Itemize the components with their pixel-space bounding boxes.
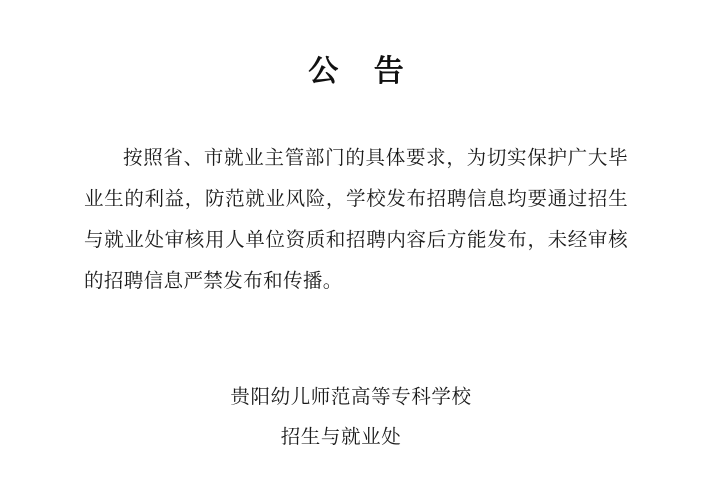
- page-title: 公 告: [308, 55, 418, 88]
- body-paragraph: 按照省、市就业主管部门的具体要求，为切实保护广大毕业生的利益，防范就业风险，学校发布招聘信息均要通过招生与就业处审核用人单位资质和招聘内容后方能发布，未经审核的招聘信息严禁发布和传播。: [84, 148, 628, 292]
- signature-organization: 贵阳幼儿师范高等专科学校: [230, 387, 472, 408]
- signature-block: [0, 378, 712, 458]
- signature-department: 招生与就业处: [280, 427, 402, 448]
- document-body: [0, 90, 712, 302]
